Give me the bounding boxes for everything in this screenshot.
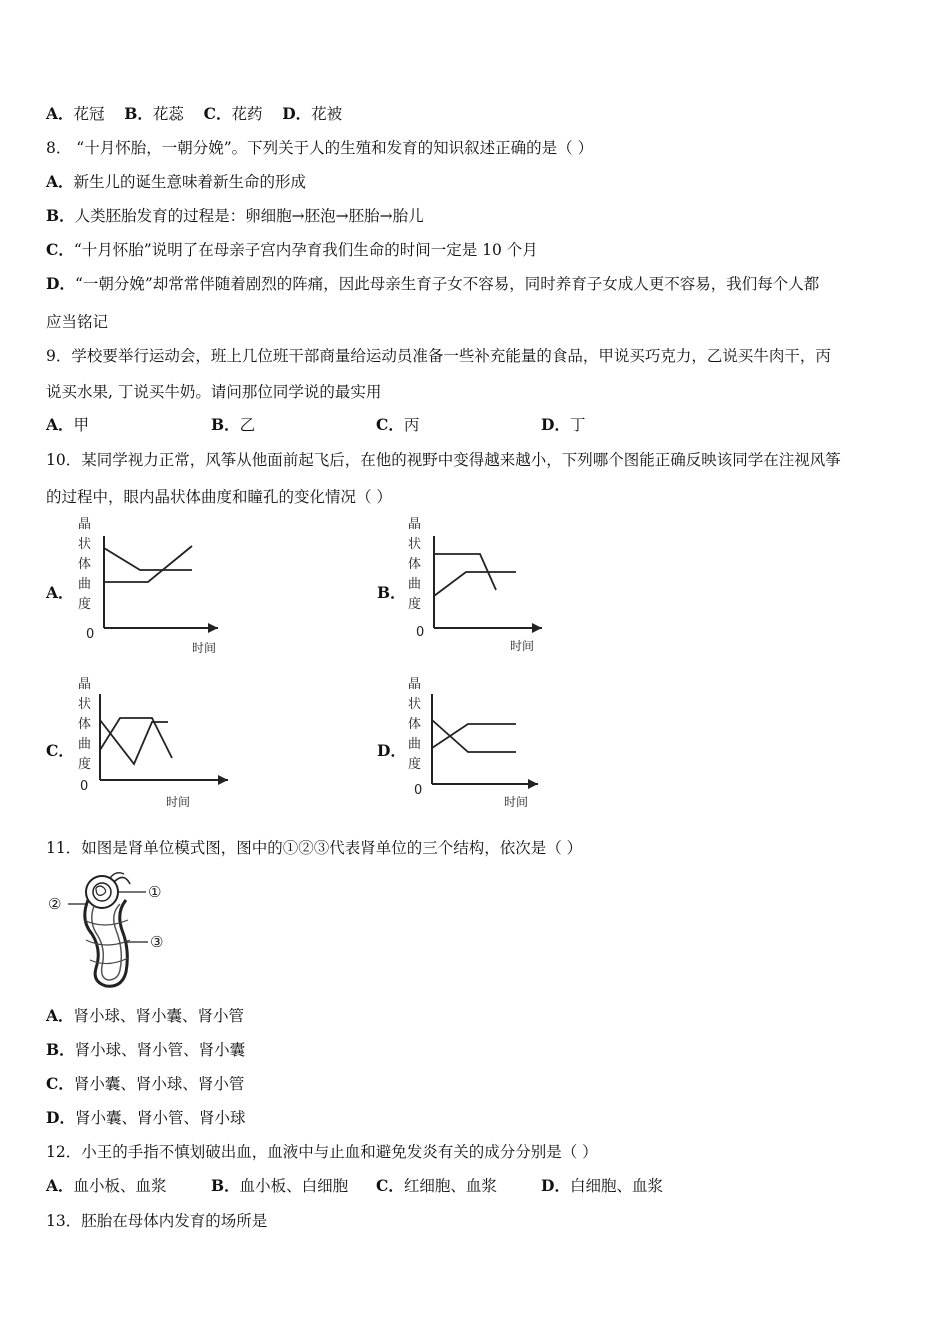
graph-d-ylabel-1: 晶: [408, 677, 422, 692]
q12-options: [46, 1174, 663, 1196]
graph-c-ylabel-5: 度: [78, 757, 92, 772]
q13-stem: 13．胚胎在母体内发育的场所是: [46, 1212, 268, 1230]
q9-stem-line2: 说买水果, 丁说买牛奶。请问那位同学说的最实用: [46, 383, 382, 401]
q7-option-a[interactable]: A．花冠: [46, 104, 105, 123]
graph-d-line-2: [432, 724, 516, 748]
graph-b-ylabel-2: 状: [408, 537, 422, 552]
q9-stem-line1: 9．学校要举行运动会，班上几位班干部商量给运动员准备一些补充能量的食品，甲说买巧克力，乙说买牛肉干，丙: [46, 347, 831, 365]
graph-b-line-2: [434, 572, 516, 596]
q8-option-d[interactable]: D．“一朝分娩”却常常伴随着剧烈的阵痛，因此母亲生育子女不容易，同时养育子女成人更不容易，我们每个人都: [46, 274, 820, 293]
graph-a-ylabel-5: 度: [78, 597, 92, 612]
graph-c-line-1: [100, 718, 172, 758]
q10-stem-line1: 10．某同学视力正常，风筝从他面前起飞后，在他的视野中变得越来越小，下列哪个图能正确反映该同学在注视风筝: [46, 451, 841, 469]
graph-a-xlabel: 时间: [192, 641, 217, 655]
graph-a: [70, 514, 230, 659]
graph-a-line-1: [104, 548, 192, 570]
q12-option-a[interactable]: A．血小板、血浆: [46, 1176, 167, 1195]
q7-option-b[interactable]: B．花蕊: [124, 104, 184, 123]
graph-d-ylabel-2: 状: [408, 697, 422, 712]
label-3: ③: [150, 933, 164, 951]
graph-a-origin: 0: [86, 627, 95, 642]
graph-b-origin: 0: [416, 625, 425, 640]
q7-options: [46, 102, 342, 124]
label-1: ①: [148, 883, 162, 901]
graph-a-letter[interactable]: A．: [46, 583, 74, 602]
q8-stem: 8． “十月怀胎，一朝分娩”。下列关于人的生殖和发育的知识叙述正确的是（ ）: [46, 139, 594, 157]
graph-d-ylabel-4: 曲: [408, 737, 422, 752]
graph-b-ylabel-5: 度: [408, 597, 422, 612]
q12-option-b[interactable]: B．血小板、白细胞: [211, 1176, 349, 1195]
q7-option-d[interactable]: D．花被: [282, 104, 343, 123]
q12-option-c[interactable]: C．红细胞、血浆: [376, 1176, 497, 1195]
graph-d-ylabel-5: 度: [408, 757, 422, 772]
graph-a-ylabel-4: 曲: [78, 577, 92, 592]
q12-stem: 12．小王的手指不慎划破出血，血液中与止血和避免发炎有关的成分分别是（ ）: [46, 1143, 598, 1161]
graph-a-ylabel-3: 体: [78, 557, 92, 572]
q8-option-c[interactable]: C．“十月怀胎”说明了在母亲子宫内孕育我们生命的时间一定是 10 个月: [46, 240, 538, 259]
q11-stem: 11．如图是肾单位模式图，图中的①②③代表肾单位的三个结构，依次是（ ）: [46, 839, 583, 857]
graph-c-ylabel-4: 曲: [78, 737, 92, 752]
q8-option-a[interactable]: A．新生儿的诞生意味着新生命的形成: [46, 172, 307, 191]
label-2: ②: [48, 895, 62, 913]
q12-option-d[interactable]: D．白细胞、血浆: [541, 1176, 663, 1195]
graph-c-ylabel-1: 晶: [78, 677, 92, 692]
q11-option-a[interactable]: A．肾小球、肾小囊、肾小管: [46, 1006, 245, 1025]
q9-option-a[interactable]: A．甲: [46, 415, 90, 434]
graph-b-ylabel-4: 曲: [408, 577, 422, 592]
q8-option-d-continued: 应当铭记: [46, 313, 109, 331]
graph-b-ylabel-1: 晶: [408, 517, 422, 532]
graph-b-ylabel-3: 体: [408, 557, 422, 572]
graph-c: [70, 672, 230, 817]
q9-option-d[interactable]: D．丁: [541, 415, 586, 434]
graph-a-ylabel-2: 状: [78, 537, 92, 552]
graph-c-xlabel: 时间: [166, 795, 191, 809]
q11-option-c[interactable]: C．肾小囊、肾小球、肾小管: [46, 1074, 245, 1093]
q9-option-b[interactable]: B．乙: [211, 415, 256, 434]
graph-d-origin: 0: [414, 783, 423, 798]
graph-a-line-2: [104, 546, 192, 582]
q8-option-b[interactable]: B．人类胚胎发育的过程是：卵细胞→胚泡→胚胎→胎儿: [46, 206, 424, 225]
graph-c-letter[interactable]: C．: [46, 741, 74, 760]
graph-d-letter[interactable]: D．: [377, 741, 406, 760]
q9-option-c[interactable]: C．丙: [376, 415, 420, 434]
q11-option-b[interactable]: B．肾小球、肾小管、肾小囊: [46, 1040, 246, 1059]
q7-option-c[interactable]: C．花药: [203, 104, 263, 123]
q9-options: [46, 413, 585, 435]
graph-c-ylabel-3: 体: [78, 717, 92, 732]
graph-c-origin: 0: [80, 779, 89, 794]
graph-b: [400, 514, 560, 659]
graph-a-ylabel-1: 晶: [78, 517, 92, 532]
nephron-diagram: [44, 870, 184, 999]
graph-d: [400, 672, 560, 817]
graph-b-letter[interactable]: B．: [377, 583, 406, 602]
graph-d-xlabel: 时间: [504, 795, 529, 809]
q11-option-d[interactable]: D．肾小囊、肾小管、肾小球: [46, 1108, 246, 1127]
q10-stem-line2: 的过程中，眼内晶状体曲度和瞳孔的变化情况（ ）: [46, 488, 392, 506]
graph-b-xlabel: 时间: [510, 639, 535, 653]
graph-c-ylabel-2: 状: [78, 697, 92, 712]
graph-c-line-2: [100, 720, 168, 764]
graph-d-ylabel-3: 体: [408, 717, 422, 732]
